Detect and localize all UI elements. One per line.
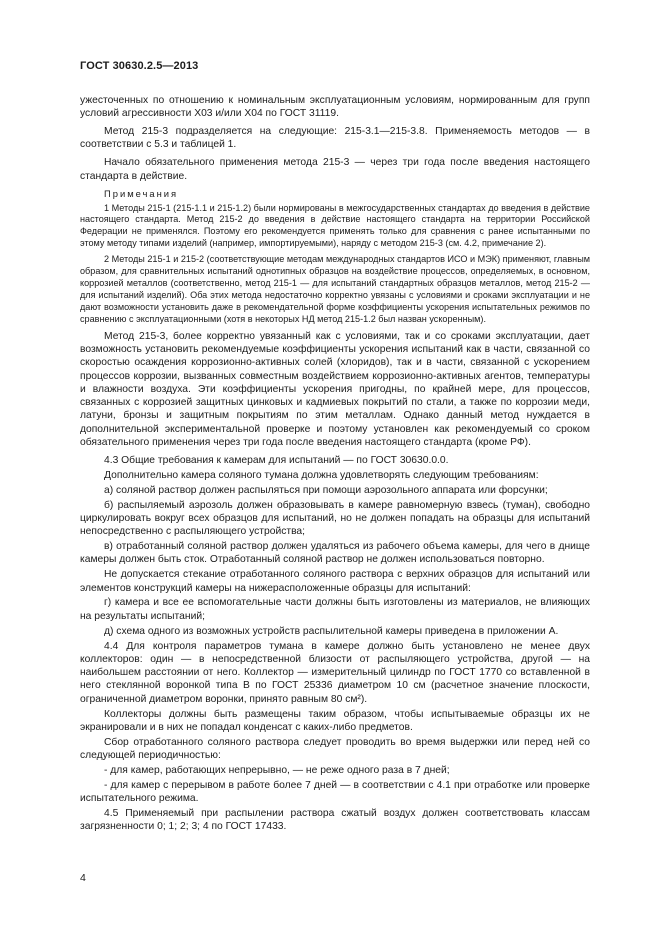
paragraph-collectors: Коллекторы должны быть размещены таким образом, чтобы испытываемые образцы их не экранировали и в них не попадал конденсат с каких-либо предметов. (80, 708, 590, 733)
paragraph-mandatory-start: Начало обязательного применения метода 215-3 — через три года после введения настоящего стандарта в действие. (80, 157, 590, 182)
paragraph-chamber-requirements: Дополнительно камера соляного тумана должна удовлетворять следующим требованиям: (104, 469, 539, 481)
paragraph-collection: Сбор отработанного соляного раствора следует проводить во время выдержки или перед ней со следующей периодичностью: (80, 736, 590, 762)
list-item-d: д) схема одного из возможных устройств распылительной камеры приведена в приложении А. (104, 625, 559, 637)
clause-4-3: 4.3 Общие требования к камерам для испытаний — по ГОСТ 30630.0.0. (104, 454, 449, 466)
paragraph-method-215-3: Метод 215-3, более корректно увязанный как с условиями, так и со сроками эксплуатации, дает возможность установить рекомендуемые коэффициенты ускорения испытаний как в части, связанной со скоростью осаждения коррозионно-активных солей (хлоридов), так и в части, связанной с ускорением процессов коррозии, вызванных совместным воздействием коррозионно-активных агентов, температуры и влажности воздуха. Эти коэффициенты ускорения пригодны, по крайней мере, для процессов, связанных с коррозией защитных цинковых и кадмиевых покрытий по стали, а также по коррозии меди, латуни, бронзы и защитным покрытиям по этим металлам. Однако данный метод нуждается в дополнительной экспериментальной проверке и поэтому установлен как рекомендуемый со сроком обязательного применения через три года после введения настоящего стандарта (кроме РФ). (80, 330, 590, 448)
list-item-g: г) камера и все ее вспомогательные части должны быть изготовлены из материалов, не влияющих на результаты испытаний; (80, 597, 590, 622)
document-header: ГОСТ 30630.2.5—2013 (80, 60, 199, 72)
list-item-a: а) соляной раствор должен распыляться при помощи аэрозольного аппарата или форсунки; (104, 484, 548, 496)
list-item-dash-2: - для камер с перерывом в работе более 7 дней — в соответствии с 4.1 при отработке или проверке испытательного режима. (80, 779, 590, 805)
paragraph-continuation: ужесточенных по отношению к номинальным эксплуатационным условиям, нормированным для групп условий агрессивности Х03 и/или Х04 по ГОСТ 31119. (80, 95, 590, 120)
clause-4-5: 4.5 Применяемый при распылении раствора сжатый воздух должен соответствовать классам загрязненности 0; 1; 2; 3; 4 по ГОСТ 17433. (80, 808, 590, 833)
paragraph-method-subdivision: Метод 215-3 подразделяется на следующие: 215-3.1—215-3.8. Применяемость методов — в соответствии с 5.3 и таблицей 1. (80, 126, 590, 151)
list-item-dash-1: - для камер, работающих непрерывно, — не реже одного раза в 7 дней; (104, 764, 450, 776)
note-2: 2 Методы 215-1 и 215-2 (соответствующие методам международных стандартов ИСО и МЭК) применяют, главным образом, для сравнительных испытаний однотипных образцов на воздействие процессов, определяемых, в основном, коррозией металлов (соответственно, метод 215-1 — для испытаний стандартных образцов металлов, метод 215-2 — для испытаний изделий). Оба этих метода недостаточно корректно увязаны с условиями и сроками эксплуатации и не дают возможности установить даже в рекомендательной форме коэффициенты ускорения испытательных режимов по сравнению с эксплуатационными (хотя в некоторых НД метод 215-1.2 был назван ускоренным). (80, 254, 590, 324)
paragraph-no-runoff: Не допускается стекание отработанного соляного раствора с верхних образцов для испытаний или элементов конструкций камеры на нижерасположенные образцы для испытаний: (80, 569, 590, 594)
list-item-v: в) отработанный соляной раствор должен удаляться из рабочего объема камеры, для чего в днище камеры должен быть сток. Отработанный соляной раствор не должен использоваться повторно. (80, 541, 590, 566)
list-item-b: б) распыляемый аэрозоль должен образовывать в камере равномерную взвесь (туман), свободно циркулировать вокруг всех образцов для испытаний, но не должен попадать на образцы для испытаний непосредственно с распыляющего устройства; (80, 499, 590, 538)
page-content (80, 94, 590, 838)
clause-4-4: 4.4 Для контроля параметров тумана в камере должно быть установлено не менее двух коллекторов: один — в непосредственной близости от распыляющего устройства, другой — на наибольшем расстоянии от него. Коллектор — измерительный цилиндр по ГОСТ 1770 со вставленной в него стеклянной воронкой типа В по ГОСТ 25336 диаметром 10 см (расчетное значение плоскости, ограниченной диаметром воронки, принято равным 80 см²). (80, 640, 590, 705)
notes-title: Примечания (104, 187, 179, 199)
note-1: 1 Методы 215-1 (215-1.1 и 215-1.2) были нормированы в межгосударственных стандартах до введения в действие настоящего стандарта. Метод 215-2 до введения в действие настоящего стандарта на территории Российской Федерации не применялся. Поэтому его рекомендуется применять только для сравнения с ранее испытанными по этому методу типами изделий (например, импортируемыми), наряду с методом 215-3 (см. 4.2, примечание 2). (80, 202, 590, 249)
page-number: 4 (80, 872, 86, 884)
